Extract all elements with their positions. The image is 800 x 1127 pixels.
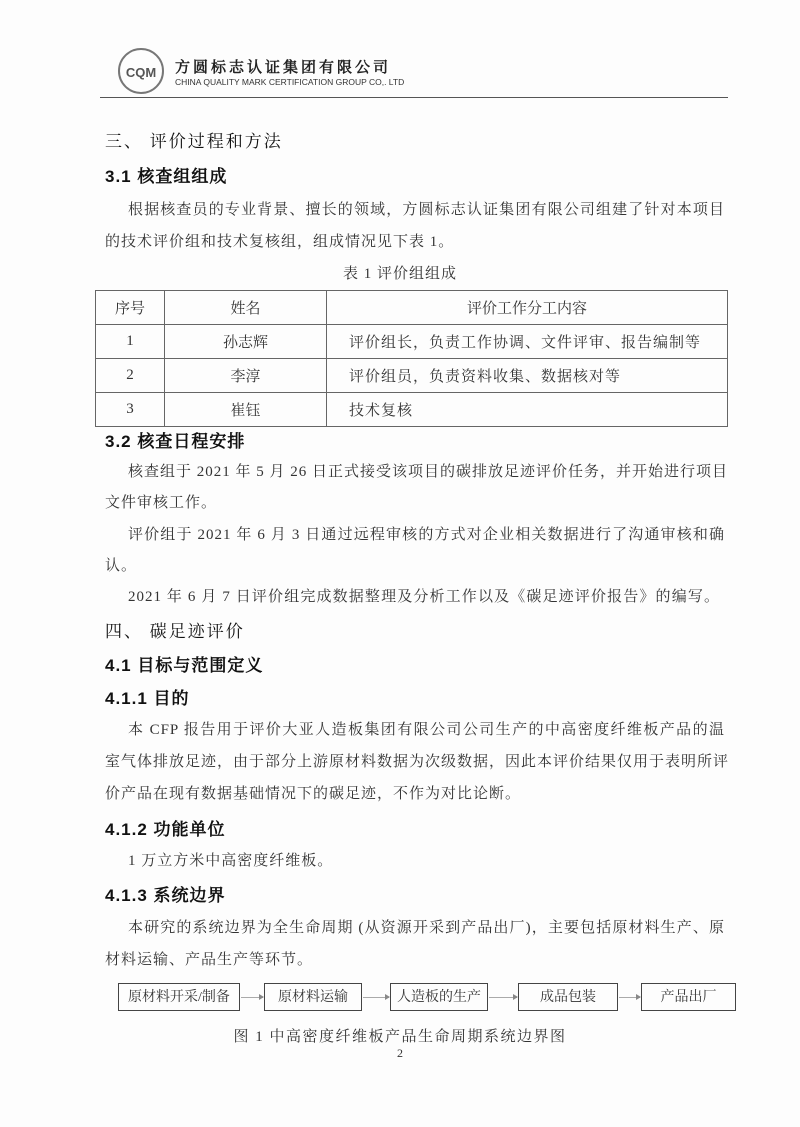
flow-step: 人造板的生产 bbox=[390, 983, 488, 1011]
section-3-2-title: 3.2 核查日程安排 bbox=[105, 432, 246, 451]
paragraph-line: 认。 bbox=[105, 558, 138, 574]
arrow-right-icon bbox=[489, 997, 517, 998]
arrow-right-icon bbox=[363, 997, 389, 998]
table-cell: 1 bbox=[96, 325, 165, 359]
paragraph-line: 价产品在现有数据基础情况下的碳足迹，不作为对比论断。 bbox=[105, 786, 522, 802]
paragraph-line: 的技术评价组和技术复核组，组成情况见下表 1。 bbox=[105, 234, 455, 250]
table-row bbox=[96, 393, 728, 427]
table-cell: 评价组长，负责工作协调、文件评审、报告编制等 bbox=[327, 325, 728, 359]
flow-step: 成品包装 bbox=[518, 983, 618, 1011]
flow-step: 原材料开采/制备 bbox=[118, 983, 240, 1011]
section-4-1-2-title: 4.1.2 功能单位 bbox=[105, 820, 226, 839]
arrow-right-icon bbox=[619, 997, 640, 998]
section-4-1-title: 4.1 目标与范围定义 bbox=[105, 656, 264, 675]
team-table bbox=[95, 290, 728, 427]
table-header: 序号 bbox=[96, 291, 165, 325]
section-4-1-3-title: 4.1.3 系统边界 bbox=[105, 886, 226, 905]
section-4-title: 四、 碳足迹评价 bbox=[105, 622, 245, 641]
paragraph-line: 本 CFP 报告用于评价大亚人造板集团有限公司公司生产的中高密度纤维板产品的温 bbox=[128, 722, 725, 738]
table-row bbox=[96, 325, 728, 359]
header-rule bbox=[100, 97, 728, 98]
paragraph-line: 2021 年 6 月 7 日评价组完成数据整理及分析工作以及《碳足迹评价报告》的编写。 bbox=[128, 589, 720, 605]
company-name-cn: 方圆标志认证集团有限公司 bbox=[175, 59, 392, 76]
section-3-1-title: 3.1 核查组组成 bbox=[105, 167, 228, 186]
paragraph-line: 室气体排放足迹，由于部分上游原材料数据为次级数据，因此本评价结果仅用于表明所评 bbox=[105, 754, 730, 770]
table-caption: 表 1 评价组组成 bbox=[342, 266, 457, 282]
table-cell: 李淳 bbox=[165, 359, 327, 393]
paragraph-line: 材料运输、产品生产等环节。 bbox=[105, 952, 314, 968]
table-cell: 孙志辉 bbox=[165, 325, 327, 359]
table-cell: 崔钰 bbox=[165, 393, 327, 427]
table-cell: 评价组员，负责资料收集、数据核对等 bbox=[327, 359, 728, 393]
table-cell: 技术复核 bbox=[327, 393, 728, 427]
paragraph-line: 本研究的系统边界为全生命周期 (从资源开采到产品出厂)，主要包括原材料生产、原 bbox=[128, 920, 725, 936]
paragraph-line: 文件审核工作。 bbox=[105, 495, 218, 511]
flow-step: 原材料运输 bbox=[264, 983, 362, 1011]
paragraph-line: 评价组于 2021 年 6 月 3 日通过远程审核的方式对企业相关数据进行了沟通审核和确 bbox=[128, 527, 725, 543]
paragraph-line: 根据核查员的专业背景、擅长的领域，方圆标志认证集团有限公司组建了针对本项目 bbox=[128, 202, 725, 218]
company-name-en: CHINA QUALITY MARK CERTIFICATION GROUP CO,. LTD bbox=[175, 77, 405, 87]
table-header-row bbox=[96, 291, 728, 325]
table-header: 姓名 bbox=[165, 291, 327, 325]
paragraph-line: 核查组于 2021 年 5 月 26 日正式接受该项目的碳排放足迹评价任务，并开始进行项目 bbox=[128, 464, 729, 480]
table-cell: 3 bbox=[96, 393, 165, 427]
section-4-1-1-title: 4.1.1 目的 bbox=[105, 689, 190, 708]
table-cell: 2 bbox=[96, 359, 165, 393]
section-3-title: 三、 评价过程和方法 bbox=[105, 132, 283, 151]
flow-step: 产品出厂 bbox=[641, 983, 736, 1011]
figure-caption: 图 1 中高密度纤维板产品生命周期系统边界图 bbox=[233, 1029, 567, 1045]
cqm-logo: CQM bbox=[118, 48, 164, 94]
arrow-right-icon bbox=[241, 997, 263, 998]
table-header: 评价工作分工内容 bbox=[327, 291, 728, 325]
table-row bbox=[96, 359, 728, 393]
page-number: 2 bbox=[397, 1046, 403, 1060]
paragraph-line: 1 万立方米中高密度纤维板。 bbox=[128, 853, 334, 869]
